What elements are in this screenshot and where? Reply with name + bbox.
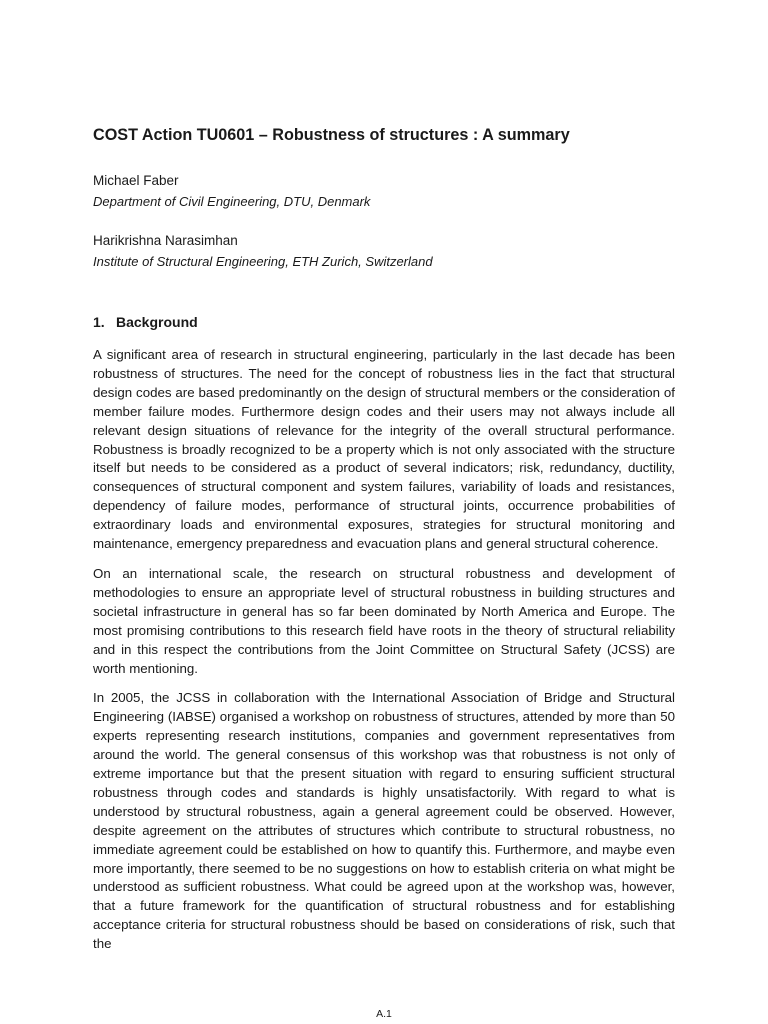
page-number: A.1 bbox=[376, 1008, 392, 1020]
author-affiliation: Institute of Structural Engineering, ETH Zurich, Switzerland bbox=[93, 254, 433, 269]
body-text-area bbox=[93, 346, 693, 980]
paragraph: In 2005, the JCSS in collaboration with the International Association of Bridge and Structural Engineering (IABSE) organised a workshop on robustness of structures, attended by more than 50 experts representing research institutions, companies and government representatives from around the world. The general consensus of this workshop was that robustness is not only of extreme importance but that the present situation with regard to ensuring sufficient structural robustness through codes and standards is highly unsatisfactorily. With regard to what is understood by structural robustness, again a general agreement could be observed. However, despite agreement on the attributes of structures which contribute to structural robustness, no immediate agreement could be established on how to quantify this. Furthermore, and maybe even more importantly, there seemed to be no suggestions on how to establish criteria on what might be understood as sufficient robustness. What could be agreed upon at the workshop was, however, that a future framework for the quantification of structural robustness and for establishing acceptance criteria for structural robustness should be based on considerations of risk, such that the bbox=[93, 690, 675, 952]
author-name: Michael Faber bbox=[93, 173, 179, 188]
body-text bbox=[93, 346, 675, 965]
author-affiliation: Department of Civil Engineering, DTU, Denmark bbox=[93, 194, 371, 209]
section-number: 1. bbox=[93, 314, 105, 330]
section-heading bbox=[93, 314, 198, 330]
paragraph: A significant area of research in structural engineering, particularly in the last decade has been robustness of structures. The need for the concept of robustness lies in the fact that structural design codes are based predominantly on the design of structural members or the consideration of member failure modes. Furthermore design codes and their users may not always include all relevant design situations of relevance for the integrity of the overall structural performance. Robustness is broadly recognized to be a property which is not only associated with the structure itself but needs to be considered as a product of several indicators; risk, redundancy, ductility, consequences of structural component and system failures, variability of loads and resistances, dependency of failure modes, performance of structural joints, occurrence probabilities of extraordinary loads and environmental exposures, strategies for structural monitoring and maintenance, emergency preparedness and evacuation plans and general structural coherence. bbox=[93, 347, 675, 552]
author-name: Harikrishna Narasimhan bbox=[93, 233, 238, 248]
section-title: Background bbox=[116, 314, 198, 330]
paragraph: On an international scale, the research on structural robustness and development of methodologies to ensure an appropriate level of structural robustness in building structures and societal infrastructure in general has so far been dominated by North America and Europe. The most promising contributions to this research field have roots in the theory of structural reliability and in this respect the contributions from the Joint Committee on Structural Safety (JCSS) are worth mentioning. bbox=[93, 565, 675, 676]
paper-title: COST Action TU0601 – Robustness of structures : A summary bbox=[93, 126, 570, 144]
